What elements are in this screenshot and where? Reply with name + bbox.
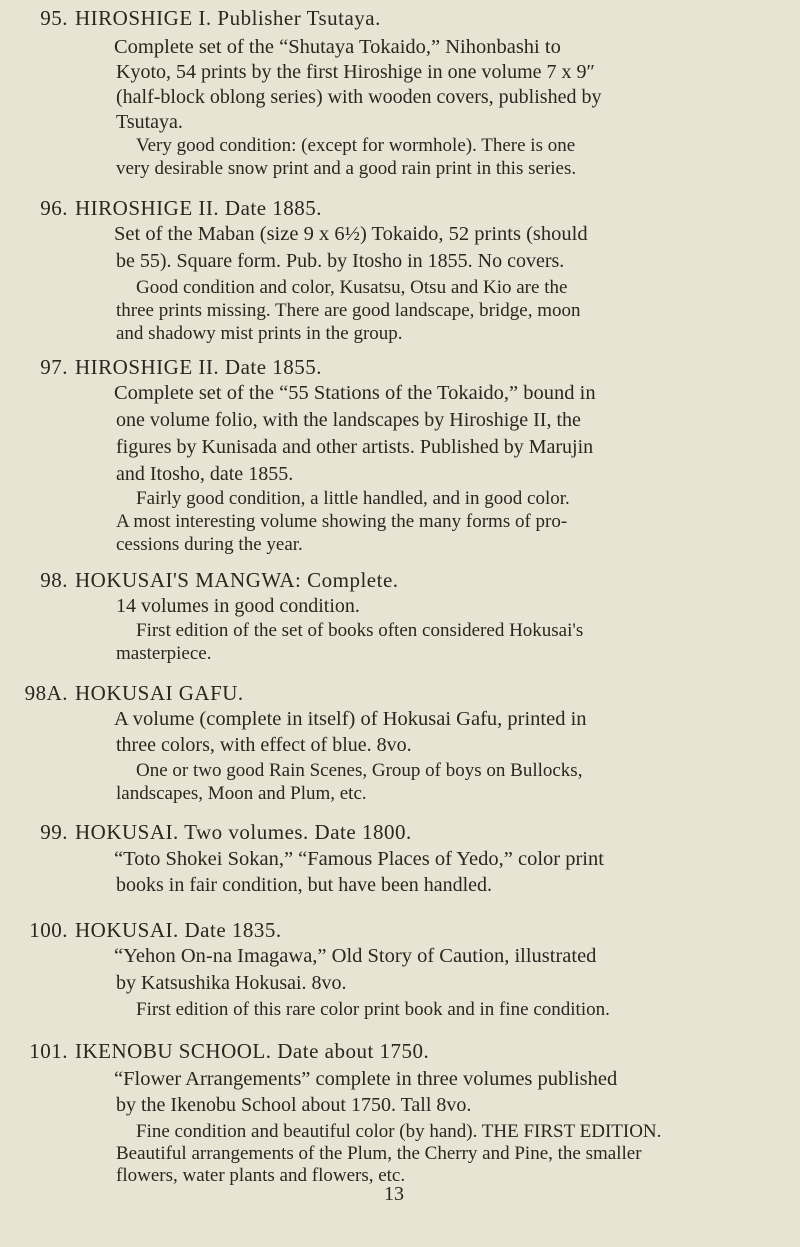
entry-heading: HIROSHIGE II. Date 1885.	[75, 196, 323, 220]
entry-line: First edition of this rare color print book and in fine condition.	[136, 999, 610, 1020]
entry-line: “Yehon On-na Imagawa,” Old Story of Caution, illustrated	[114, 945, 597, 967]
entry-heading: HOKUSAI'S MANGWA: Complete.	[75, 568, 399, 592]
entry-number: 98.	[40, 568, 68, 592]
entry-line: three prints missing. There are good landscape, bridge, moon	[116, 300, 581, 321]
entry-heading: HIROSHIGE I. Publisher Tsutaya.	[75, 6, 381, 30]
entry-line: Kyoto, 54 prints by the first Hiroshige in one volume 7 x 9″	[116, 61, 595, 83]
entry-heading: HOKUSAI GAFU.	[75, 681, 244, 705]
entry-line: Complete set of the “55 Stations of the Tokaido,” bound in	[114, 382, 596, 404]
entry-line: Complete set of the “Shutaya Tokaido,” Nihonbashi to	[114, 36, 561, 58]
entry-line: flowers, water plants and flowers, etc.	[116, 1165, 406, 1186]
entry-line: Very good condition: (except for wormhole). There is one	[136, 135, 576, 156]
entry-heading: HOKUSAI. Two volumes. Date 1800.	[75, 820, 412, 844]
entry-line: books in fair condition, but have been handled.	[116, 874, 493, 896]
entry-line: A most interesting volume showing the many forms of pro-	[116, 511, 568, 532]
entry-line: three colors, with effect of blue. 8vo.	[116, 734, 412, 756]
entry-line: by Katsushika Hokusai. 8vo.	[116, 972, 347, 994]
entry-line: figures by Kunisada and other artists. Published by Marujin	[116, 436, 594, 458]
entry-heading: IKENOBU SCHOOL. Date about 1750.	[75, 1039, 430, 1063]
entry-line: First edition of the set of books often considered Hokusai's	[136, 620, 584, 641]
entry-line: One or two good Rain Scenes, Group of boys on Bullocks,	[136, 760, 583, 781]
entry-line: and shadowy mist prints in the group.	[116, 323, 403, 344]
entry-number: 101.	[29, 1039, 68, 1063]
entry-line: Fairly good condition, a little handled, and in good color.	[136, 488, 570, 509]
entry-line: Fine condition and beautiful color (by hand). THE FIRST EDITION.	[136, 1121, 662, 1142]
entry-line: (half-block oblong series) with wooden covers, published by	[116, 86, 602, 108]
entry-number: 96.	[40, 196, 68, 220]
entry-number: 95.	[40, 6, 68, 30]
entry-line: Beautiful arrangements of the Plum, the Cherry and Pine, the smaller	[116, 1143, 642, 1164]
entry-number: 97.	[40, 355, 68, 379]
entry-line: A volume (complete in itself) of Hokusai Gafu, printed in	[114, 708, 587, 730]
entry-line: one volume folio, with the landscapes by Hiroshige II, the	[116, 409, 581, 431]
entry-line: very desirable snow print and a good rain print in this series.	[116, 158, 577, 179]
entry-number: 100.	[29, 918, 68, 942]
entry-line: “Flower Arrangements” complete in three volumes published	[114, 1068, 618, 1090]
entry-line: Good condition and color, Kusatsu, Otsu and Kio are the	[136, 277, 568, 298]
entry-line: “Toto Shokei Sokan,” “Famous Places of Yedo,” color print	[114, 848, 604, 870]
entry-line: by the Ikenobu School about 1750. Tall 8vo.	[116, 1094, 472, 1116]
entry-heading: HOKUSAI. Date 1835.	[75, 918, 282, 942]
page-number: 13	[384, 1183, 404, 1205]
entry-heading: HIROSHIGE II. Date 1855.	[75, 355, 323, 379]
entry-number: 98A.	[24, 681, 68, 705]
entry-line: 14 volumes in good condition.	[116, 595, 360, 617]
entry-line: Set of the Maban (size 9 x 6½) Tokaido, 52 prints (should	[114, 223, 588, 245]
entry-line: and Itosho, date 1855.	[116, 463, 294, 485]
entry-line: landscapes, Moon and Plum, etc.	[116, 783, 367, 804]
entry-line: be 55). Square form. Pub. by Itosho in 1855. No covers.	[116, 250, 565, 272]
entry-line: masterpiece.	[116, 643, 212, 664]
entry-line: Tsutaya.	[116, 111, 183, 133]
entry-line: cessions during the year.	[116, 534, 303, 555]
entry-number: 99.	[40, 820, 68, 844]
